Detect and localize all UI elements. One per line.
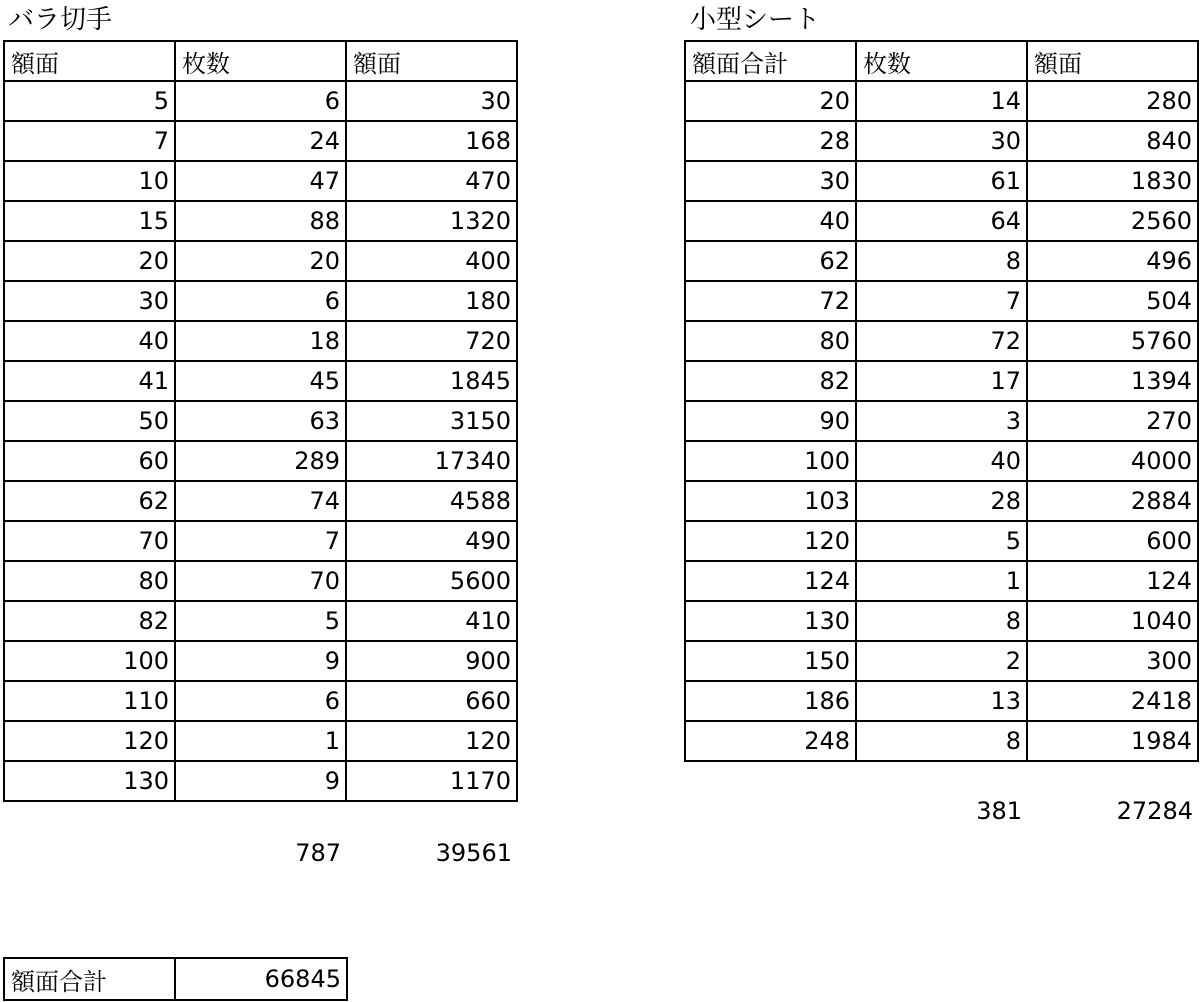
table-cell[interactable]: 2884 [1027,481,1198,521]
table-cell[interactable]: 74 [175,481,346,521]
table-cell[interactable]: 490 [346,521,517,561]
table-row [685,321,1198,361]
table-row [685,481,1198,521]
table-cell[interactable]: 120 [685,521,856,561]
table-row [685,81,1198,121]
table-cell[interactable]: 270 [1027,401,1198,441]
grand-total-row [4,958,347,1000]
table-cell[interactable]: 14 [856,81,1027,121]
table-cell[interactable]: 504 [1027,281,1198,321]
table-row [685,401,1198,441]
table-cell[interactable]: 30 [685,161,856,201]
table-cell[interactable]: 300 [1027,641,1198,681]
table-row [4,281,517,321]
table-cell[interactable]: 1 [856,561,1027,601]
table-row [685,641,1198,681]
table-cell[interactable]: 248 [685,721,856,761]
table-cell[interactable]: 660 [346,681,517,721]
table-cell[interactable]: 7 [4,121,175,161]
table-cell[interactable]: 120 [4,721,175,761]
table-cell[interactable]: 40 [685,201,856,241]
table-cell[interactable]: 40 [4,321,175,361]
table-cell[interactable]: 103 [685,481,856,521]
table-row [4,241,517,281]
table-cell[interactable]: 45 [175,361,346,401]
table-cell[interactable]: 30 [346,81,517,121]
header-row [4,41,517,81]
table-cell[interactable]: 15 [4,201,175,241]
table-row [685,161,1198,201]
table-cell[interactable]: 2 [856,641,1027,681]
table-cell[interactable]: 5 [4,81,175,121]
table-cell[interactable]: 88 [175,201,346,241]
table-row [685,121,1198,161]
loose-stamps-title: バラ切手 [8,5,113,35]
table-cell[interactable]: 5 [856,521,1027,561]
table-cell[interactable]: 7 [175,521,346,561]
souvenir-sheets-body [685,81,1198,761]
table-cell[interactable]: 90 [685,401,856,441]
table-row [685,281,1198,321]
table-cell[interactable]: 82 [4,601,175,641]
table-cell[interactable]: 40 [856,441,1027,481]
table-cell[interactable]: 6 [175,81,346,121]
table-cell[interactable]: 41 [4,361,175,401]
table-cell[interactable]: 61 [856,161,1027,201]
table-cell[interactable]: 150 [685,641,856,681]
table-cell[interactable]: 70 [4,521,175,561]
table-cell[interactable]: 124 [685,561,856,601]
table-row [685,521,1198,561]
table-cell[interactable]: 4588 [346,481,517,521]
table-row [4,681,517,721]
table-cell[interactable]: 496 [1027,241,1198,281]
table-row [4,201,517,241]
sheets-total-count[interactable]: 381 [976,797,1022,825]
table-cell[interactable]: 1394 [1027,361,1198,401]
table-row [4,761,517,801]
column-header[interactable]: 額面 [1027,41,1198,81]
table-cell[interactable]: 63 [175,401,346,441]
loose-total-count[interactable]: 787 [295,839,341,867]
table-row [4,721,517,761]
table-cell[interactable]: 100 [685,441,856,481]
sheets-totals-row [684,791,1197,831]
table-cell[interactable]: 8 [856,601,1027,641]
table-cell[interactable]: 5600 [346,561,517,601]
column-header[interactable]: 額面 [346,41,517,81]
table-cell[interactable]: 1984 [1027,721,1198,761]
table-cell[interactable]: 28 [685,121,856,161]
column-header[interactable]: 額面合計 [685,41,856,81]
table-cell[interactable]: 410 [346,601,517,641]
table-row [685,561,1198,601]
table-row [4,81,517,121]
table-cell[interactable]: 17340 [346,441,517,481]
table-cell[interactable]: 289 [175,441,346,481]
table-cell[interactable]: 1320 [346,201,517,241]
table-cell[interactable]: 840 [1027,121,1198,161]
table-cell[interactable]: 24 [175,121,346,161]
loose-totals-row [3,833,516,873]
table-cell[interactable]: 30 [856,121,1027,161]
table-row [4,121,517,161]
table-row [4,481,517,521]
table-cell[interactable]: 72 [685,281,856,321]
table-cell[interactable]: 7 [856,281,1027,321]
table-cell[interactable]: 8 [856,721,1027,761]
table-cell[interactable]: 5760 [1027,321,1198,361]
table-row [4,601,517,641]
table-cell[interactable]: 62 [685,241,856,281]
table-row [4,361,517,401]
table-cell[interactable]: 18 [175,321,346,361]
table-cell[interactable]: 47 [175,161,346,201]
table-cell[interactable]: 9 [175,761,346,801]
grand-total-value[interactable]: 66845 [175,958,347,1000]
table-cell[interactable]: 600 [1027,521,1198,561]
table-cell[interactable]: 60 [4,441,175,481]
table-cell[interactable]: 120 [346,721,517,761]
grand-total-label[interactable]: 額面合計 [4,958,175,1000]
table-row [4,641,517,681]
table-cell[interactable]: 6 [175,681,346,721]
column-header[interactable]: 枚数 [175,41,346,81]
table-row [685,241,1198,281]
table-row [4,521,517,561]
table-cell[interactable]: 100 [4,641,175,681]
table-cell[interactable]: 9 [175,641,346,681]
table-cell[interactable]: 62 [4,481,175,521]
table-cell[interactable]: 30 [4,281,175,321]
table-cell[interactable]: 130 [4,761,175,801]
column-header[interactable]: 額面 [4,41,175,81]
table-cell[interactable]: 50 [4,401,175,441]
table-cell[interactable]: 1830 [1027,161,1198,201]
table-row [685,721,1198,761]
table-cell[interactable]: 82 [685,361,856,401]
table-cell[interactable]: 13 [856,681,1027,721]
table-row [4,161,517,201]
table-row [4,321,517,361]
loose-stamps-table [3,40,518,802]
table-cell[interactable]: 720 [346,321,517,361]
table-cell[interactable]: 70 [175,561,346,601]
table-cell[interactable]: 1040 [1027,601,1198,641]
table-row [4,561,517,601]
souvenir-sheets-title: 小型シート [690,5,821,35]
table-cell[interactable]: 280 [1027,81,1198,121]
table-cell[interactable]: 1845 [346,361,517,401]
table-cell[interactable]: 900 [346,641,517,681]
table-cell[interactable]: 124 [1027,561,1198,601]
header-row [685,41,1198,81]
table-cell[interactable]: 180 [346,281,517,321]
souvenir-sheets-table [684,40,1199,762]
table-cell[interactable]: 80 [685,321,856,361]
table-cell[interactable]: 3150 [346,401,517,441]
table-cell[interactable]: 8 [856,241,1027,281]
table-row [685,681,1198,721]
table-cell[interactable]: 20 [685,81,856,121]
table-cell[interactable]: 17 [856,361,1027,401]
table-cell[interactable]: 72 [856,321,1027,361]
table-cell[interactable]: 130 [685,601,856,641]
table-cell[interactable]: 1170 [346,761,517,801]
table-cell[interactable]: 186 [685,681,856,721]
table-cell[interactable]: 400 [346,241,517,281]
loose-total-value[interactable]: 39561 [435,839,512,867]
table-cell[interactable]: 2560 [1027,201,1198,241]
table-cell[interactable]: 6 [175,281,346,321]
table-cell[interactable]: 28 [856,481,1027,521]
table-cell[interactable]: 80 [4,561,175,601]
table-row [685,201,1198,241]
table-row [685,361,1198,401]
sheets-total-value[interactable]: 27284 [1116,797,1193,825]
table-cell[interactable]: 4000 [1027,441,1198,481]
table-cell[interactable]: 470 [346,161,517,201]
table-row [685,441,1198,481]
table-row [4,401,517,441]
loose-stamps-body [4,81,517,801]
table-cell[interactable]: 110 [4,681,175,721]
table-cell[interactable]: 20 [4,241,175,281]
table-cell[interactable]: 5 [175,601,346,641]
table-cell[interactable]: 64 [856,201,1027,241]
grand-total-table [3,957,348,1001]
table-cell[interactable]: 2418 [1027,681,1198,721]
table-cell[interactable]: 3 [856,401,1027,441]
table-cell[interactable]: 168 [346,121,517,161]
column-header[interactable]: 枚数 [856,41,1027,81]
table-row [4,441,517,481]
table-cell[interactable]: 1 [175,721,346,761]
table-cell[interactable]: 20 [175,241,346,281]
table-row [685,601,1198,641]
table-cell[interactable]: 10 [4,161,175,201]
